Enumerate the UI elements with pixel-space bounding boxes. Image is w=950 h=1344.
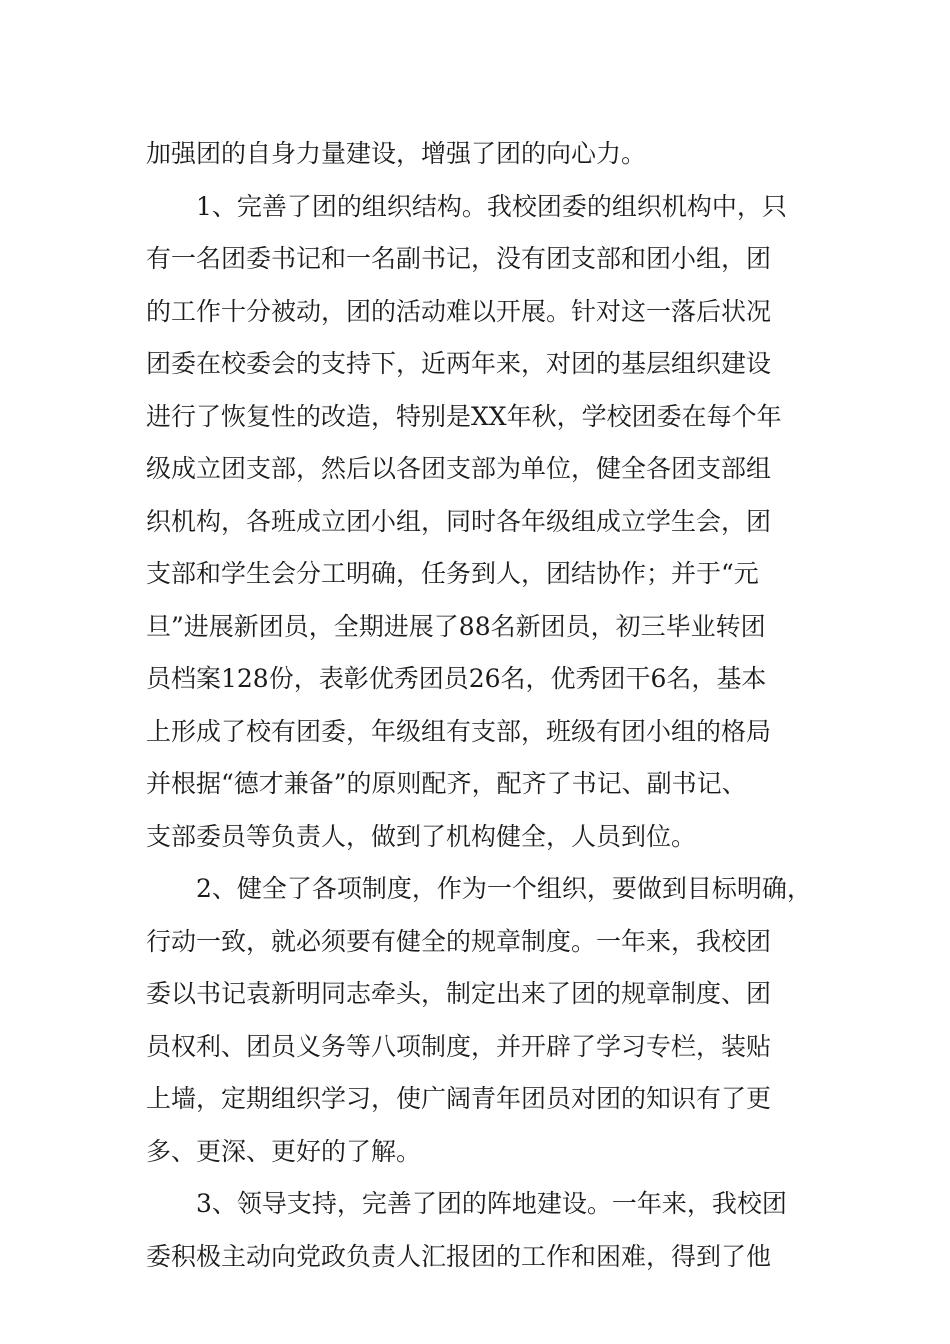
text-line: 级成立团支部，然后以各团支部为单位，健全各团支部组 xyxy=(146,454,772,483)
text-line: 有一名团委书记和一名副书记，没有团支部和团小组，团 xyxy=(146,244,772,273)
text-line: 的工作十分被动，团的活动难以开展。针对这一落后状况 xyxy=(146,296,772,326)
body-text xyxy=(146,128,826,1283)
paragraph-first-line: 1、完善了团的组织结构。我校团委的组织机构中，只 xyxy=(196,191,787,221)
text-line: 多、更深、更好的了解。 xyxy=(146,1136,422,1166)
text-line: 上形成了校有团委，年级组有支部，班级有团小组的格局 xyxy=(146,716,772,746)
text-line: 委以书记袁新明同志牵头，制定出来了团的规章制度、团 xyxy=(146,979,772,1008)
text-line: 并根据“德才兼备”的原则配齐，配齐了书记、副书记、 xyxy=(146,769,747,798)
text-line: 行动一致，就必须要有健全的规章制度。一年来，我校团 xyxy=(146,926,772,956)
text-line: 员档案128份，表彰优秀团员26名，优秀团干6名，基本 xyxy=(146,664,767,693)
text-line: 上墙，定期组织学习，使广阔青年团员对团的知识有了更 xyxy=(146,1084,772,1113)
text-line: 团委在校委会的支持下，近两年来，对团的基层组织建设 xyxy=(146,349,772,378)
text-line: 织机构，各班成立团小组，同时各年级组成立学生会，团 xyxy=(146,506,772,536)
text-line: 支部和学生会分工明确，任务到人，团结协作；并于“元 xyxy=(146,559,759,588)
text-line: 加强团的自身力量建设，增强了团的向心力。 xyxy=(146,139,647,168)
paragraph-first-line: 2、健全了各项制度，作为一个组织，要做到目标明确， xyxy=(196,874,812,903)
text-line: 支部委员等负责人，做到了机构健全，人员到位。 xyxy=(146,821,697,851)
paragraph-first-line: 3、领导支持，完善了团的阵地建设。一年来，我校团 xyxy=(196,1189,787,1218)
text-line: 旦”进展新团员，全期进展了88名新团员，初三毕业转团 xyxy=(146,611,766,641)
text-line: 进行了恢复性的改造，特别是XX年秋，学校团委在每个年 xyxy=(146,401,782,431)
text-line: 委积极主动向党政负责人汇报团的工作和困难，得到了他 xyxy=(146,1241,772,1271)
text-line: 员权利、团员义务等八项制度，并开辟了学习专栏，装贴 xyxy=(146,1031,772,1061)
